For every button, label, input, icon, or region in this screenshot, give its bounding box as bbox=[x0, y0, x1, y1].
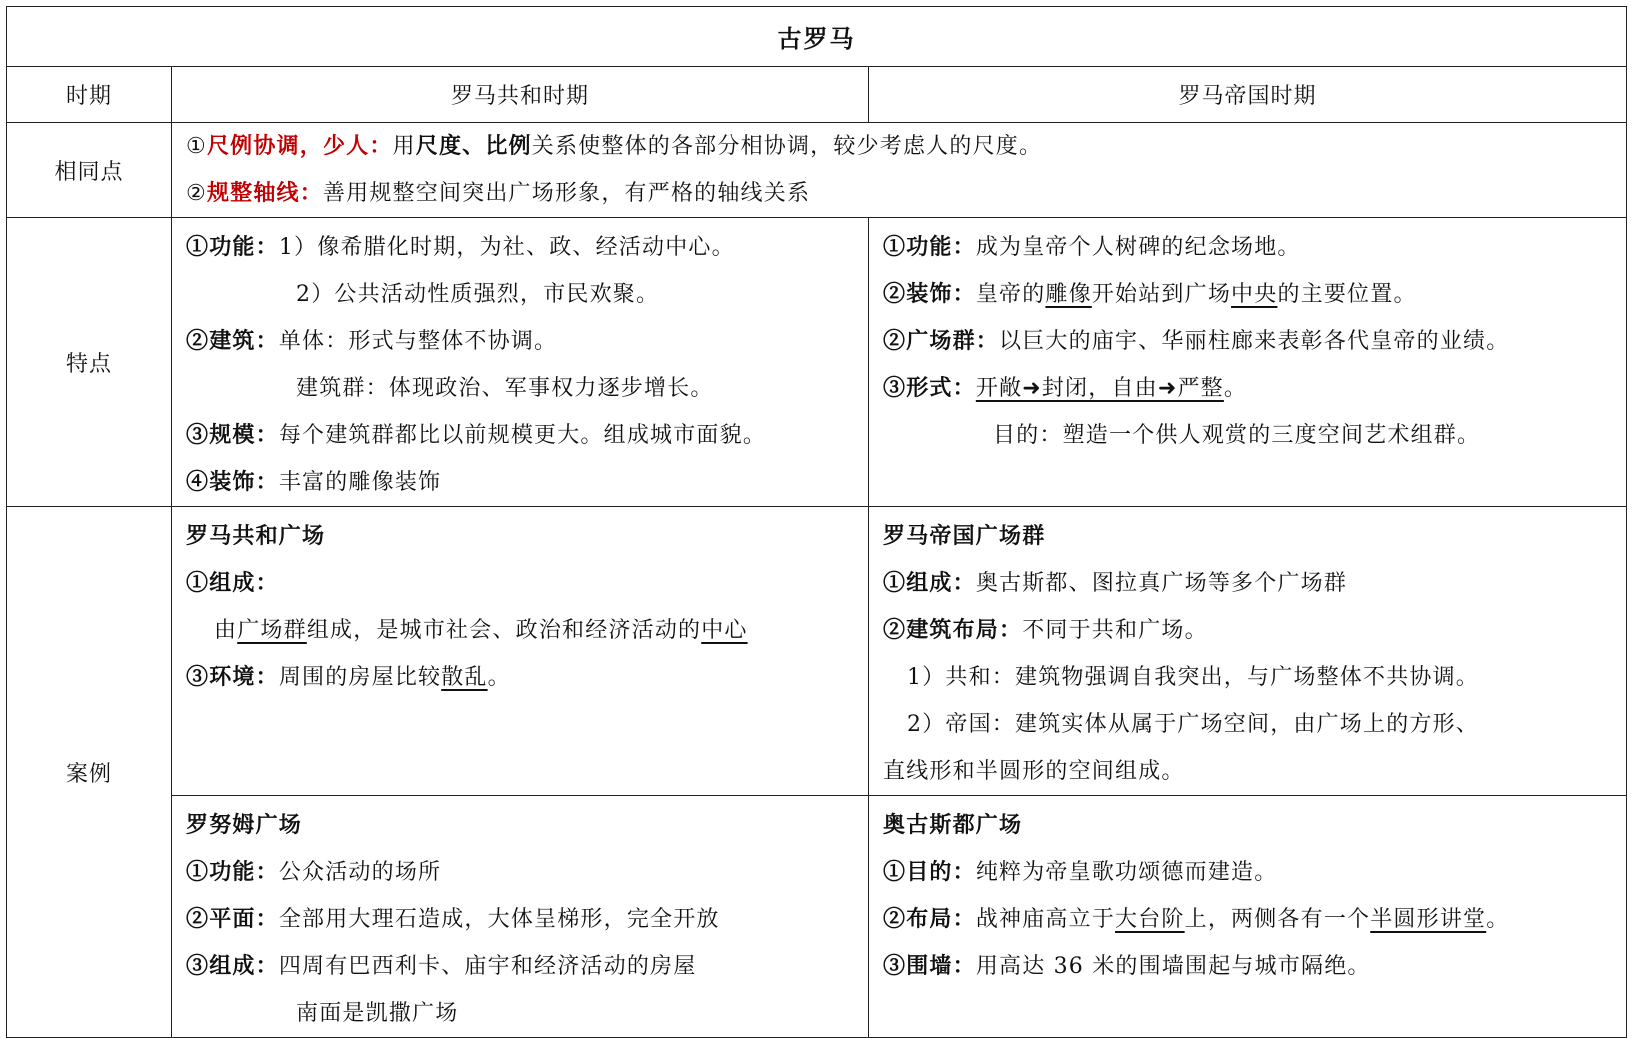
emp-case2-l1: 纯粹为帝皇歌功颂德而建造。 bbox=[975, 860, 1278, 885]
republic-case-2-cell bbox=[172, 796, 869, 1038]
empire-features-cell bbox=[869, 218, 1627, 507]
same-l2-key: 规整轴线： bbox=[206, 180, 323, 206]
emp-feat-line-5: 目的：塑造一个供人观赏的三度空间艺术组群。 bbox=[993, 423, 1481, 448]
emp-case2-l2-a: 战神庙高立于 bbox=[975, 907, 1116, 932]
emp-feat-line-2 bbox=[883, 271, 1612, 318]
rep-case2-line-2 bbox=[186, 896, 854, 943]
rep-case2-title: 罗努姆广场 bbox=[186, 812, 303, 838]
rep-case1-l2-d: 中心 bbox=[701, 618, 748, 643]
emp-feat-line-3 bbox=[883, 318, 1612, 365]
empire-case-2-cell bbox=[869, 796, 1627, 1038]
emp-case2-line-2 bbox=[883, 896, 1612, 943]
emp-case1-l1: 奥古斯都、图拉真广场等多个广场群 bbox=[975, 571, 1348, 596]
republic-features-cell bbox=[172, 218, 869, 507]
rep-case2-l1-key: ①功能： bbox=[186, 859, 279, 885]
same-points-cell bbox=[172, 123, 1627, 218]
rep-feat-l5: 每个建筑群都比以前规模更大。组成城市面貌。 bbox=[278, 423, 767, 448]
republic-case-1-cell bbox=[172, 507, 869, 796]
emp-feat-l4-key: ③形式： bbox=[883, 375, 976, 401]
emp-case1-line-4: 2）帝国：建筑实体从属于广场空间，由广场上的方形、 bbox=[907, 712, 1479, 737]
rep-feat-l1: 1）像希腊化时期，为社、政、经活动中心。 bbox=[278, 235, 735, 260]
row-label-features: 特点 bbox=[7, 218, 172, 507]
row-label-cases: 案例 bbox=[7, 507, 172, 1038]
emp-feat-l2-d: 中央 bbox=[1231, 282, 1278, 307]
table-title: 古罗马 bbox=[7, 7, 1627, 67]
same-l1-a: 用 bbox=[392, 134, 416, 159]
rep-case2-line-4: 南面是凯撒广场 bbox=[296, 1001, 459, 1026]
rep-case1-l3-a: 周围的房屋比较 bbox=[278, 665, 442, 690]
emp-case1-title: 罗马帝国广场群 bbox=[883, 523, 1046, 549]
rep-case1-l1-key: ①组成： bbox=[186, 570, 279, 596]
rep-feat-l6: 丰富的雕像装饰 bbox=[278, 470, 442, 495]
emp-case2-title: 奥古斯都广场 bbox=[883, 812, 1023, 838]
emp-feat-l1-key: ①功能： bbox=[883, 234, 976, 260]
same-line-1 bbox=[186, 123, 1612, 170]
rep-case1-l2-a: 由 bbox=[214, 618, 238, 643]
rep-case1-line-1 bbox=[186, 560, 854, 607]
emp-feat-l2-a: 皇帝的 bbox=[975, 282, 1046, 307]
rep-feat-l3-key: ②建筑： bbox=[186, 328, 279, 354]
rep-case2-l3-key: ③组成： bbox=[186, 953, 279, 979]
same-l2-num: ② bbox=[186, 181, 207, 206]
rep-case1-l3-b: 散乱 bbox=[441, 665, 488, 690]
emp-case1-line-1 bbox=[883, 560, 1612, 607]
emp-case2-l2-e: 。 bbox=[1486, 907, 1510, 932]
emp-case2-line-1 bbox=[883, 849, 1612, 896]
emp-case2-l2-key: ②布局： bbox=[883, 906, 976, 932]
emp-case1-line-5: 直线形和半圆形的空间组成。 bbox=[883, 759, 1185, 784]
rep-case1-line-2 bbox=[186, 607, 854, 654]
same-l1-num: ① bbox=[186, 134, 207, 159]
emp-case2-l3-key: ③围墙： bbox=[883, 953, 976, 979]
emp-feat-line-1 bbox=[883, 224, 1612, 271]
rep-feat-line-4: 建筑群：体现政治、军事权力逐步增长。 bbox=[296, 376, 714, 401]
rep-feat-l5-key: ③规模： bbox=[186, 422, 279, 448]
emp-feat-l3: 以巨大的庙宇、华丽柱廊来表彰各代皇帝的业绩。 bbox=[999, 329, 1510, 354]
same-l1-e: 关系使整体的各部分相协调，较少考虑人的尺度。 bbox=[531, 134, 1043, 159]
emp-case1-l2-key: ②建筑布局： bbox=[883, 617, 1023, 643]
row-label-same: 相同点 bbox=[7, 123, 172, 218]
emp-feat-line-4 bbox=[883, 365, 1612, 412]
emp-feat-l2-e: 的主要位置。 bbox=[1277, 282, 1417, 307]
rep-case2-line-1 bbox=[186, 849, 854, 896]
rep-case2-line-3 bbox=[186, 943, 854, 990]
emp-case2-l3: 用高达 36 米的围墙围起与城市隔绝。 bbox=[975, 954, 1371, 979]
rep-feat-line-1 bbox=[186, 224, 854, 271]
rome-comparison-table bbox=[6, 6, 1627, 1038]
rep-feat-line-5 bbox=[186, 412, 854, 459]
rep-case1-title: 罗马共和广场 bbox=[186, 523, 326, 549]
rep-feat-l6-key: ④装饰： bbox=[186, 469, 279, 495]
emp-case2-l1-key: ①目的： bbox=[883, 859, 976, 885]
emp-feat-l1: 成为皇帝个人树碑的纪念场地。 bbox=[975, 235, 1301, 260]
header-republic: 罗马共和时期 bbox=[172, 67, 869, 123]
rep-feat-l1-key: ①功能： bbox=[186, 234, 279, 260]
same-l1-c: 、 bbox=[462, 133, 486, 159]
emp-case1-line-2 bbox=[883, 607, 1612, 654]
rep-case1-l2-c: 组成，是城市社会、政治和经济活动的 bbox=[306, 618, 702, 643]
emp-feat-l4-a: 开敞➜封闭，自由➜严整 bbox=[975, 376, 1224, 401]
same-l2-a: 善用规整空间突出广场形象，有严格的轴线关系 bbox=[322, 181, 811, 206]
same-l1-b: 尺度 bbox=[415, 133, 463, 159]
same-l1-d: 比例 bbox=[485, 133, 532, 159]
rep-case1-l3-key: ③环境： bbox=[186, 664, 279, 690]
rep-feat-line-2: 2）公共活动性质强烈，市民欢聚。 bbox=[296, 282, 660, 307]
rep-case2-l2-key: ②平面： bbox=[186, 906, 279, 932]
rep-case2-l1: 公众活动的场所 bbox=[278, 860, 442, 885]
rep-case2-l2: 全部用大理石造成，大体呈梯形，完全开放 bbox=[278, 907, 720, 932]
rep-feat-l3: 单体：形式与整体不协调。 bbox=[278, 329, 558, 354]
emp-feat-l2-b: 雕像 bbox=[1045, 282, 1092, 307]
emp-feat-l2-c: 开始站到广场 bbox=[1091, 282, 1232, 307]
emp-feat-l4-b: 。 bbox=[1223, 376, 1248, 401]
rep-case2-l3: 四周有巴西利卡、庙宇和经济活动的房屋 bbox=[278, 954, 697, 979]
emp-case2-l2-c: 上，两侧各有一个 bbox=[1184, 907, 1371, 932]
emp-case1-l2: 不同于共和广场。 bbox=[1022, 618, 1208, 643]
rep-case1-l2-b: 广场群 bbox=[237, 618, 307, 643]
emp-case2-l2-b: 大台阶 bbox=[1115, 907, 1185, 932]
emp-case2-l2-d: 半圆形讲堂 bbox=[1370, 907, 1487, 932]
rep-case1-line-3 bbox=[186, 654, 854, 701]
same-l1-key: 尺例协调，少人： bbox=[206, 133, 393, 159]
same-line-2 bbox=[186, 170, 1612, 217]
emp-case2-line-3 bbox=[883, 943, 1612, 990]
emp-feat-l3-key: ②广场群： bbox=[883, 328, 1000, 354]
header-period: 时期 bbox=[7, 67, 172, 123]
emp-case1-line-3: 1）共和：建筑物强调自我突出，与广场整体不共协调。 bbox=[907, 665, 1479, 690]
emp-feat-l2-key: ②装饰： bbox=[883, 281, 976, 307]
rep-case1-l3-c: 。 bbox=[487, 665, 511, 690]
header-empire: 罗马帝国时期 bbox=[869, 67, 1627, 123]
emp-case1-l1-key: ①组成： bbox=[883, 570, 976, 596]
empire-case-1-cell bbox=[869, 507, 1627, 796]
rep-feat-line-3 bbox=[186, 318, 854, 365]
rep-feat-line-6 bbox=[186, 459, 854, 506]
